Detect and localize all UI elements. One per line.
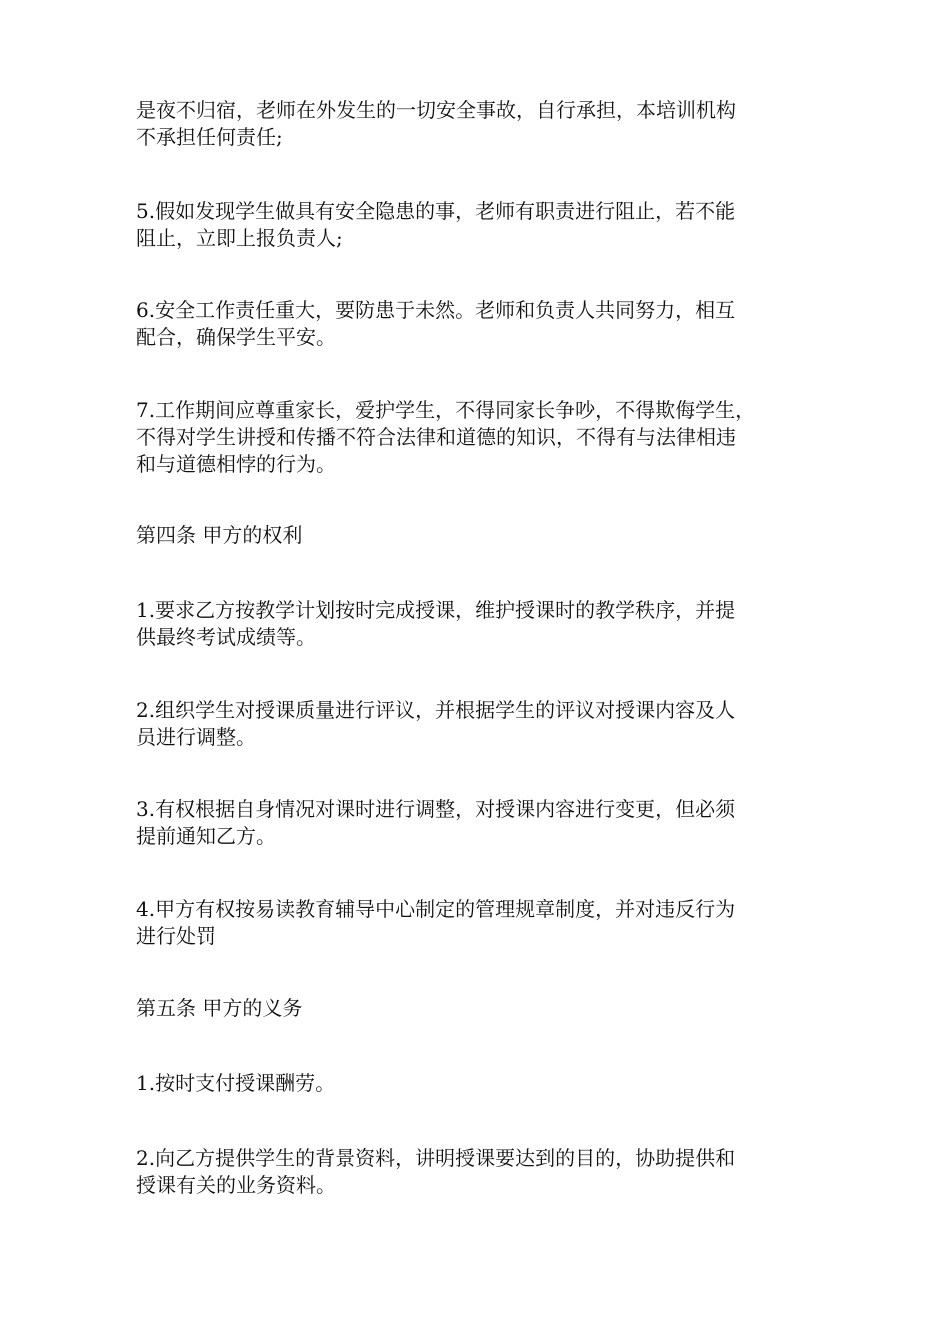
paragraph-rights-3: 3.有权根据自身情况对课时进行调整，对授课内容进行变更，但必须 提前通知乙方。 bbox=[136, 797, 736, 848]
paragraph-duties-2: 2.向乙方提供学生的背景资料，讲明授课要达到的目的，协助提供和 授课有关的业务资料。 bbox=[136, 1146, 736, 1197]
paragraph-safety-liability: 是夜不归宿，老师在外发生的一切安全事故，自行承担，本培训机构 不承担任何责任; bbox=[136, 98, 736, 149]
paragraph-rights-1: 1.要求乙方按教学计划按时完成授课，维护授课时的教学秩序，并提 供最终考试成绩等。 bbox=[136, 598, 736, 649]
paragraph-duties-1: 1.按时支付授课酬劳。 bbox=[136, 1071, 336, 1095]
paragraph-item-6: 6.安全工作责任重大，要防患于未然。老师和负责人共同努力，相互 配合，确保学生平安。 bbox=[136, 298, 736, 349]
paragraph-item-5: 5.假如发现学生做具有安全隐患的事，老师有职责进行阻止，若不能 阻止，立即上报负责人; bbox=[136, 199, 736, 250]
section-heading-article-4: 第四条 甲方的权利 bbox=[136, 523, 303, 547]
section-heading-article-5: 第五条 甲方的义务 bbox=[136, 996, 303, 1020]
paragraph-rights-4: 4.甲方有权按易读教育辅导中心制定的管理规章制度，并对违反行为 进行处罚 bbox=[136, 897, 736, 948]
paragraph-item-7: 7.工作期间应尊重家长，爱护学生，不得同家长争吵，不得欺侮学生， 不得对学生讲授和传播不符合法律和道德的知识，不得有与法律相违 和与道德相悖的行为。 bbox=[136, 398, 756, 476]
paragraph-rights-2: 2.组织学生对授课质量进行评议，并根据学生的评议对授课内容及人 员进行调整。 bbox=[136, 698, 736, 749]
